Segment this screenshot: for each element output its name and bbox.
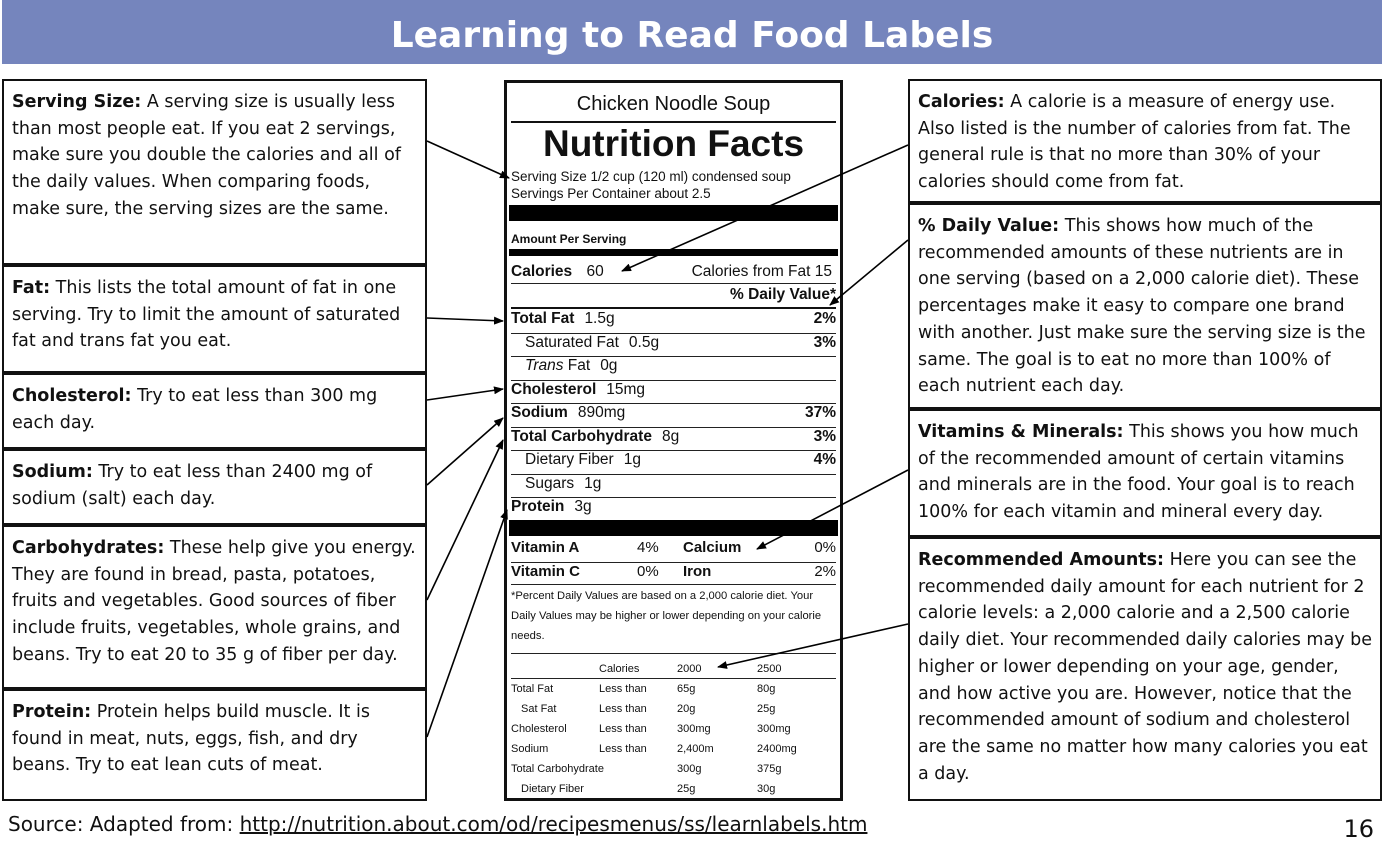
nutrient-name: Total Fat: [511, 310, 575, 327]
arrow-recommended: [718, 624, 908, 667]
table-header-cell: 2500: [757, 663, 782, 675]
vitamin-name: Vitamin A: [511, 539, 580, 556]
table-header-cell: 2000: [677, 663, 702, 675]
box-text: This shows how much of the recommended amounts of these nutrients are in one serving (based on a 2,000 calorie diet). These percentages make it easy to compare one brand with another. Just make sure the serving size is the same. The goal is to eat no more than 100% of each nutrient each day.: [918, 216, 1366, 397]
table-cell: 2,400m: [677, 743, 714, 755]
table-cell: 2400mg: [757, 743, 797, 755]
box-heading: Carbohydrates:: [12, 538, 165, 558]
nutrient-amount: 1g: [584, 474, 602, 492]
box-text: A serving size is usually less than most people eat. If you eat 2 servings, make sure you double the calories and all of the daily values. When comparing foods, make sure, the serving sizes are the same.: [12, 92, 401, 219]
box-text: A calorie is a measure of energy use. Also listed is the number of calories from fat. The general rule is that no more than 30% of your calories should come from fat.: [918, 92, 1351, 193]
table-cell: Total Fat: [511, 683, 554, 695]
calories-label: Calories: [511, 263, 573, 280]
box-heading: Protein:: [12, 702, 92, 722]
table-cell: 300g: [677, 763, 702, 775]
table-cell: 300mg: [757, 723, 791, 735]
arrow-protein: [427, 510, 507, 737]
arrow-carbohydrates: [427, 440, 503, 600]
table-cell: Sodium: [511, 743, 549, 755]
serving-size: Serving Size 1/2 cup (120 ml) condensed soup: [511, 169, 791, 184]
source-line: [8, 812, 867, 836]
box-text: Here you can see the recommended daily amount for each nutrient for 2 calorie levels: a 2,000 calorie and a 2,500 calorie daily diet. Your recommended daily calories may be higher or lower depending on your age, gender, and how active you are. However, notice that the recommended amount of sodium and cholesterol are the same no matter how many calories you eat a day.: [918, 550, 1372, 784]
nutrient-name: Cholesterol: [511, 380, 597, 398]
source-link[interactable]: http://nutrition.about.com/od/recipesmenus/ss/learnlabels.htm: [239, 812, 868, 836]
footnote: *Percent Daily Values are based on a 2,000 calorie diet. Your Daily Values may be higher or lower depending on your calorie needs.: [511, 590, 822, 642]
table-cell: Sat Fat: [521, 703, 557, 715]
box-text: This shows you how much of the recommended amount of certain vitamins and minerals are in the food. Your goal is to reach 100% for each vitamin and mineral every day.: [918, 422, 1359, 523]
page-title: Learning to Read Food Labels: [2, 0, 1382, 64]
nutrient-dv: 3%: [813, 333, 836, 351]
nutrient-name: Trans Fat: [525, 357, 591, 374]
vitamin-name: Vitamin C: [511, 562, 580, 580]
vitamin-value: 2%: [814, 562, 836, 580]
nutrient-dv: 37%: [804, 404, 836, 421]
calories-value: 60: [586, 263, 604, 280]
box-heading: Fat:: [12, 278, 51, 298]
vitamin-name: Iron: [683, 562, 712, 580]
table-cell: Dietary Fiber: [521, 783, 584, 795]
table-cell: Less than: [599, 703, 647, 715]
box-heading: % Daily Value:: [918, 216, 1060, 236]
table-cell: Less than: [599, 723, 647, 735]
nutrient-name: Sugars: [525, 474, 575, 492]
nutrient-amount: 0.5g: [628, 333, 660, 351]
nutrition-facts-heading: Nutrition Facts: [542, 123, 805, 164]
nutrient-name: Total Carbohydrate: [511, 427, 652, 445]
arrow-daily-value: [830, 240, 908, 305]
arrow-vitamins: [757, 470, 908, 549]
table-cell: Less than: [599, 743, 647, 755]
nutrient-dv: 4%: [813, 451, 836, 468]
table-cell: 80g: [757, 683, 776, 695]
nutrient-name: Protein: [511, 498, 565, 515]
nutrient-dv: 3%: [813, 427, 836, 445]
product-name: Chicken Noodle Soup: [576, 93, 771, 115]
nutrient-amount: 890mg: [577, 404, 626, 421]
box-text: These help give you energy. They are found in bread, pasta, potatoes, fruits and vegetables. Good sources of fiber include fruits, vegetables, whole grains, and beans. Try to eat 20 to 35 g of fiber per day.: [12, 538, 416, 665]
arrow-cholesterol: [427, 389, 503, 400]
nutrient-amount: 3g: [574, 498, 592, 515]
table-cell: 300mg: [677, 723, 711, 735]
table-cell: 30g: [757, 783, 776, 795]
box-heading: Sodium:: [12, 462, 93, 482]
page-number: 16: [1343, 815, 1374, 843]
vitamin-value: 0%: [637, 562, 659, 580]
calories-from-fat: Calories from Fat 15: [691, 263, 832, 280]
daily-value-header: % Daily Value*: [730, 286, 836, 303]
source-prefix: Source: Adapted from:: [8, 812, 240, 836]
table-header-cell: Calories: [599, 663, 640, 675]
servings-per-container: Servings Per Container about 2.5: [511, 186, 711, 201]
nutrient-name: Dietary Fiber: [525, 451, 614, 468]
box-text: Protein helps build muscle. It is found in meat, nuts, eggs, fish, and dry beans. Try to eat lean cuts of meat.: [12, 702, 370, 776]
box-text: Try to eat less than 300 mg each day.: [12, 386, 378, 433]
vitamin-value: 0%: [814, 539, 836, 556]
vitamin-name: Calcium: [683, 539, 742, 556]
arrow-sodium: [427, 418, 503, 485]
nutrient-amount: 15mg: [606, 380, 646, 398]
nutrient-amount: 1g: [623, 451, 641, 468]
nutrient-amount: 1.5g: [584, 310, 615, 327]
box-heading: Calories:: [918, 92, 1005, 112]
nutrient-amount: 0g: [600, 357, 618, 374]
nutrient-name: Saturated Fat: [525, 333, 619, 351]
table-cell: 20g: [677, 703, 696, 715]
box-heading: Recommended Amounts:: [918, 550, 1165, 570]
table-cell: 375g: [757, 763, 782, 775]
box-heading: Cholesterol:: [12, 386, 132, 406]
nutrient-amount: 8g: [661, 427, 680, 445]
nutrient-name: Sodium: [511, 404, 568, 421]
table-cell: Total Carbohydrate: [511, 763, 604, 775]
table-cell: Less than: [599, 683, 647, 695]
arrow-serving-size: [427, 141, 509, 178]
vitamin-value: 4%: [637, 539, 659, 556]
table-cell: 25g: [757, 703, 776, 715]
amount-per-serving: Amount Per Serving: [511, 232, 627, 246]
table-cell: 65g: [677, 683, 696, 695]
box-heading: Serving Size:: [12, 92, 142, 112]
table-cell: Cholesterol: [511, 723, 567, 735]
arrow-fat: [427, 318, 503, 321]
table-cell: 25g: [677, 783, 696, 795]
box-heading: Vitamins & Minerals:: [918, 422, 1124, 442]
nutrient-dv: 2%: [813, 310, 836, 327]
box-text: Try to eat less than 2400 mg of sodium (salt) each day.: [12, 462, 373, 509]
box-text: This lists the total amount of fat in one serving. Try to limit the amount of saturated fat and trans fat you eat.: [12, 278, 401, 352]
arrow-calories: [622, 145, 908, 271]
